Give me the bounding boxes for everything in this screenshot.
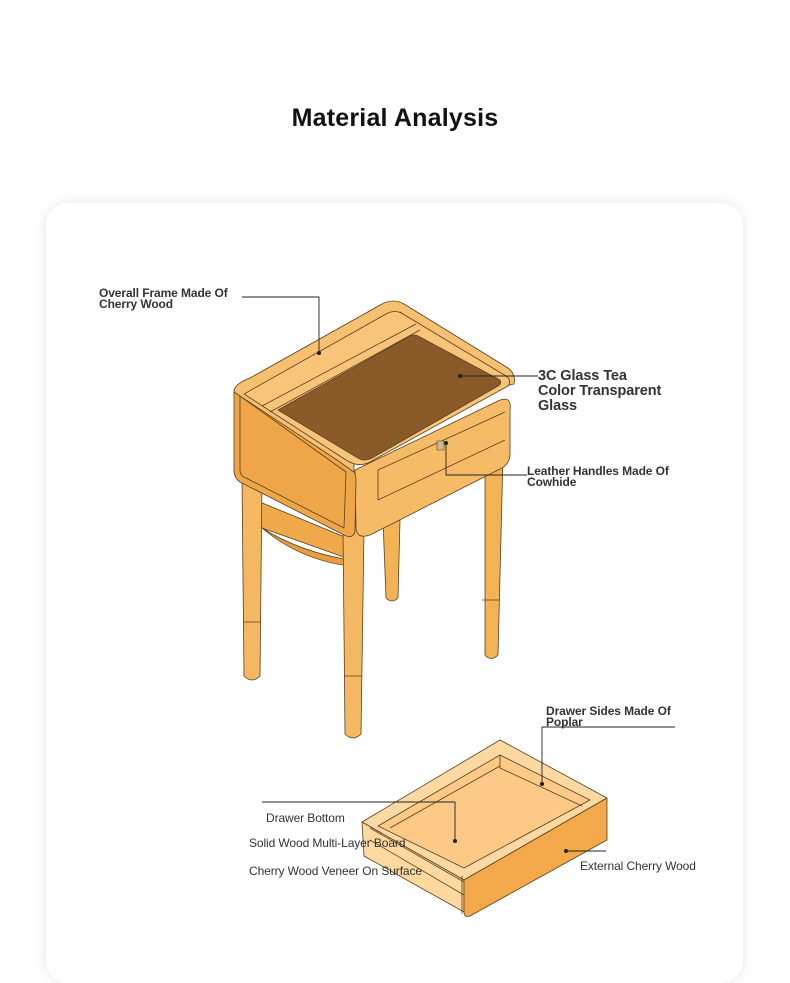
drawer-sides-callout: Drawer Sides Made Of Poplar bbox=[546, 704, 671, 729]
drawer-bottom-callout: Drawer Bottom bbox=[266, 811, 345, 825]
multi-layer-callout: Solid Wood Multi-Layer Board bbox=[249, 836, 406, 850]
glass-callout: 3C Glass Tea Color Transparent Glass bbox=[538, 368, 662, 414]
frame-callout: Overall Frame Made Of Cherry Wood bbox=[99, 286, 228, 311]
drawer bbox=[362, 740, 607, 917]
page-title: Material Analysis bbox=[291, 104, 499, 132]
handles-callout: Leather Handles Made Of Cowhide bbox=[527, 464, 669, 489]
nightstand bbox=[234, 301, 514, 738]
veneer-callout: Cherry Wood Veneer On Surface bbox=[249, 864, 422, 878]
external-callout: External Cherry Wood bbox=[580, 859, 696, 873]
